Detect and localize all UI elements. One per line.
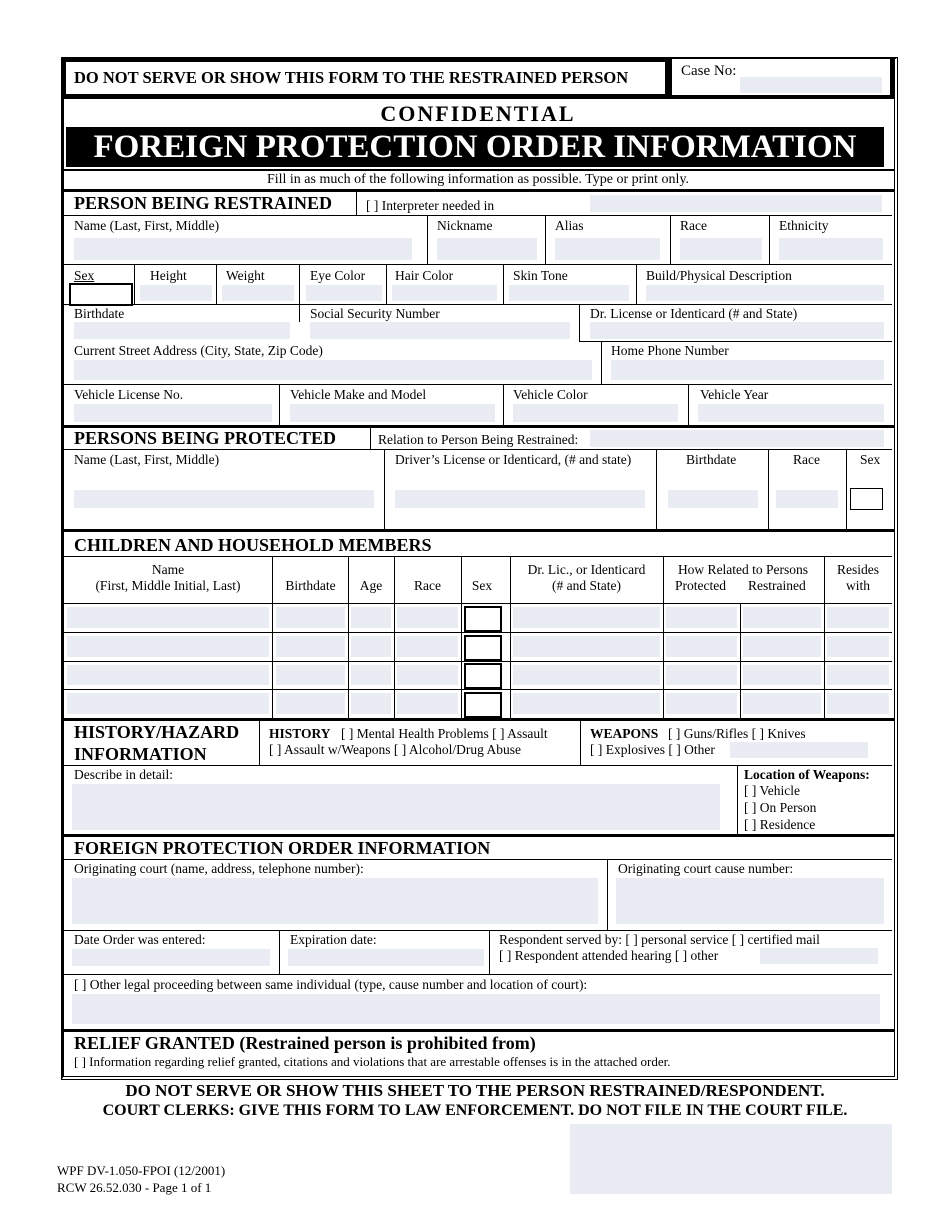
skin-tone-label: Skin Tone [513,268,568,283]
child-race-input[interactable] [397,665,458,685]
dl-input[interactable] [590,322,884,339]
child-sex-input[interactable] [464,635,502,661]
nickname-label: Nickname [437,218,493,233]
weapons-location-header: Location of Weapons: [744,767,870,782]
children-name-label-2: (First, Middle Initial, Last) [95,578,241,593]
protected-dl-label: Driver’s License or Identicard, (# and state) [395,452,632,467]
child-race-input[interactable] [397,607,458,628]
child-related-protected-input[interactable] [666,607,737,628]
child-age-input[interactable] [351,693,391,714]
history-checkboxes-1[interactable]: [ ] Mental Health Problems [ ] Assault [341,726,548,741]
child-resides-input[interactable] [827,636,889,657]
protected-race-label: Race [793,452,820,467]
ethnicity-input[interactable] [779,238,883,260]
clerk-stamp-area[interactable] [570,1124,892,1194]
children-header: CHILDREN AND HOUSEHOLD MEMBERS [74,535,432,555]
confidential-label: CONFIDENTIAL [380,101,576,126]
date-entered-input[interactable] [72,949,270,966]
child-name-input[interactable] [67,636,269,657]
children-resides-label-2: with [845,578,870,593]
restrained-header: PERSON BEING RESTRAINED [74,193,333,213]
footer-warning-2: COURT CLERKS: GIVE THIS FORM TO LAW ENFORCEMENT. DO NOT FILE IN THE COURT FILE. [102,1102,848,1119]
eye-color-label: Eye Color [310,268,366,283]
child-related-protected-input[interactable] [666,693,737,714]
child-related-protected-input[interactable] [666,636,737,657]
history-header-2: INFORMATION [74,744,207,764]
child-age-input[interactable] [351,665,391,685]
child-name-input[interactable] [67,607,269,628]
vehicle-make-label: Vehicle Make and Model [290,387,427,402]
main-title: FOREIGN PROTECTION ORDER INFORMATION [66,127,884,167]
child-resides-input[interactable] [827,607,889,628]
restrained-name-input[interactable] [74,238,412,260]
child-dl-input[interactable] [513,607,660,628]
location-vehicle-checkbox[interactable]: [ ] Vehicle [744,783,800,798]
child-related-restrained-input[interactable] [743,693,821,714]
child-name-input[interactable] [67,693,269,714]
weight-input[interactable] [222,285,294,301]
children-name-label-1: Name [151,562,185,577]
vehicle-color-input[interactable] [513,404,678,422]
location-on-person-checkbox[interactable]: [ ] On Person [744,800,817,815]
children-dl-label-1: Dr. Lic., or Identicard [527,562,646,577]
children-dl-label-2: (# and State) [552,578,621,593]
home-phone-input[interactable] [611,360,884,380]
describe-input[interactable] [72,784,720,830]
alias-input[interactable] [555,238,660,260]
vehicle-license-label: Vehicle License No. [74,387,184,402]
relation-label: Relation to Person Being Restrained: [378,432,579,447]
restrained-name-label: Name (Last, First, Middle) [74,218,220,233]
ethnicity-label: Ethnicity [779,218,829,233]
address-input[interactable] [74,360,592,380]
child-dl-input[interactable] [513,636,660,657]
cause-number-input[interactable] [616,878,884,924]
instructions: Fill in as much of the following information as possible. Type or print only. [266,172,690,187]
interpreter-language-input[interactable] [590,195,882,212]
protected-birthdate-label: Birthdate [686,452,737,467]
build-input[interactable] [646,285,884,301]
child-sex-input[interactable] [464,663,502,689]
race-label: Race [680,218,707,233]
children-birthdate-label: Birthdate [285,578,336,593]
case-no-label: Case No: [681,63,737,79]
skin-tone-input[interactable] [509,285,629,301]
weapons-checkboxes-1[interactable]: [ ] Guns/Rifles [ ] Knives [668,726,806,741]
home-phone-label: Home Phone Number [611,343,729,358]
birthdate-input[interactable] [74,322,290,339]
originating-court-label: Originating court (name, address, telephone number): [74,861,364,876]
children-age-label: Age [359,578,383,593]
served-checkboxes-2[interactable]: [ ] Respondent attended hearing [ ] other [499,948,719,963]
other-proceeding-input[interactable] [72,994,880,1024]
hair-color-input[interactable] [392,285,497,301]
footer-warning-1: DO NOT SERVE OR SHOW THIS SHEET TO THE PERSON RESTRAINED/RESPONDENT. [125,1081,825,1100]
protected-race-input[interactable] [776,490,838,508]
child-related-protected-input[interactable] [666,665,737,685]
relief-info-checkbox[interactable]: [ ] Information regarding relief granted, citations and violations that are arrestable offenses is in the attached order. [74,1054,671,1069]
child-related-restrained-input[interactable] [743,665,821,685]
children-race-label: Race [414,578,441,593]
protected-sex-input[interactable] [850,488,883,510]
child-related-restrained-input[interactable] [743,636,821,657]
ssn-label: Social Security Number [310,306,440,321]
child-age-input[interactable] [351,636,391,657]
form-id-1: WPF DV-1.050-FPOI (12/2001) [57,1163,226,1178]
weight-label: Weight [226,268,265,283]
race-input[interactable] [680,238,762,260]
other-proceeding-checkbox[interactable]: [ ] Other legal proceeding between same individual (type, cause number and location of court): [74,977,588,992]
child-resides-input[interactable] [827,665,889,685]
fpo-header: FOREIGN PROTECTION ORDER INFORMATION [74,838,491,858]
sex-label: Sex [74,268,95,283]
relief-header: RELIEF GRANTED (Restrained person is prohibited from) [74,1033,536,1053]
child-birthdate-input[interactable] [276,665,345,685]
protected-sex-label: Sex [860,452,881,467]
sex-input[interactable] [69,283,133,306]
served-checkboxes-1[interactable]: Respondent served by: [ ] personal service [ ] certified mail [499,932,820,947]
protected-name-label: Name (Last, First, Middle) [74,452,220,467]
history-header-1: HISTORY/HAZARD [74,722,240,742]
protected-name-input[interactable] [74,490,374,508]
children-resides-label-1: Resides [837,562,879,577]
nickname-input[interactable] [437,238,537,260]
history-checkboxes-2[interactable]: [ ] Assault w/Weapons [ ] Alcohol/Drug Abuse [269,742,522,757]
weapons-checkboxes-2[interactable]: [ ] Explosives [ ] Other [590,742,715,757]
hair-color-label: Hair Color [395,268,454,283]
child-birthdate-input[interactable] [276,693,345,714]
protected-birthdate-input[interactable] [668,490,758,508]
child-race-input[interactable] [397,636,458,657]
child-dl-input[interactable] [513,665,660,685]
child-related-restrained-input[interactable] [743,607,821,628]
child-birthdate-input[interactable] [276,636,345,657]
ssn-input[interactable] [310,322,570,339]
form-id-2: RCW 26.52.030 - Page 1 of 1 [57,1180,212,1195]
expiration-label: Expiration date: [290,932,377,947]
child-resides-input[interactable] [827,693,889,714]
birthdate-label: Birthdate [74,306,125,321]
location-residence-checkbox[interactable]: [ ] Residence [744,817,816,832]
describe-label: Describe in detail: [74,767,173,782]
alias-label: Alias [555,218,584,233]
child-sex-input[interactable] [464,692,502,718]
vehicle-year-input[interactable] [698,404,884,422]
children-restrained-label: Restrained [748,578,806,593]
weapons-label: WEAPONS [590,726,659,741]
children-related-label: How Related to Persons [677,562,809,577]
build-label: Build/Physical Description [646,268,792,283]
date-entered-label: Date Order was entered: [74,932,206,947]
originating-court-input[interactable] [72,878,598,924]
eye-color-input[interactable] [306,285,382,301]
interpreter-checkbox[interactable]: [ ] Interpreter needed in [366,198,495,213]
child-name-input[interactable] [67,665,269,685]
relation-input[interactable] [590,430,884,447]
address-label: Current Street Address (City, State, Zip Code) [74,343,323,358]
case-no-input[interactable] [740,77,882,93]
children-sex-label: Sex [471,578,493,593]
height-input[interactable] [140,285,212,301]
height-label: Height [150,268,187,283]
child-birthdate-input[interactable] [276,607,345,628]
vehicle-license-input[interactable] [74,404,272,422]
vehicle-make-input[interactable] [290,404,495,422]
expiration-input[interactable] [288,949,484,966]
child-age-input[interactable] [351,607,391,628]
top-warning-text: DO NOT SERVE OR SHOW THIS FORM TO THE RESTRAINED PERSON [74,68,629,87]
children-protected-label: Protected [675,578,726,593]
served-other-input[interactable] [760,948,878,964]
cause-number-label: Originating court cause number: [618,861,794,876]
history-label: HISTORY [269,726,331,741]
child-sex-input[interactable] [464,606,502,632]
dl-label: Dr. License or Identicard (# and State) [590,306,798,321]
vehicle-year-label: Vehicle Year [700,387,769,402]
vehicle-color-label: Vehicle Color [513,387,588,402]
weapons-other-input[interactable] [730,742,868,758]
protected-dl-input[interactable] [395,490,645,508]
child-dl-input[interactable] [513,693,660,714]
child-race-input[interactable] [397,693,458,714]
protected-header: PERSONS BEING PROTECTED [74,428,337,448]
